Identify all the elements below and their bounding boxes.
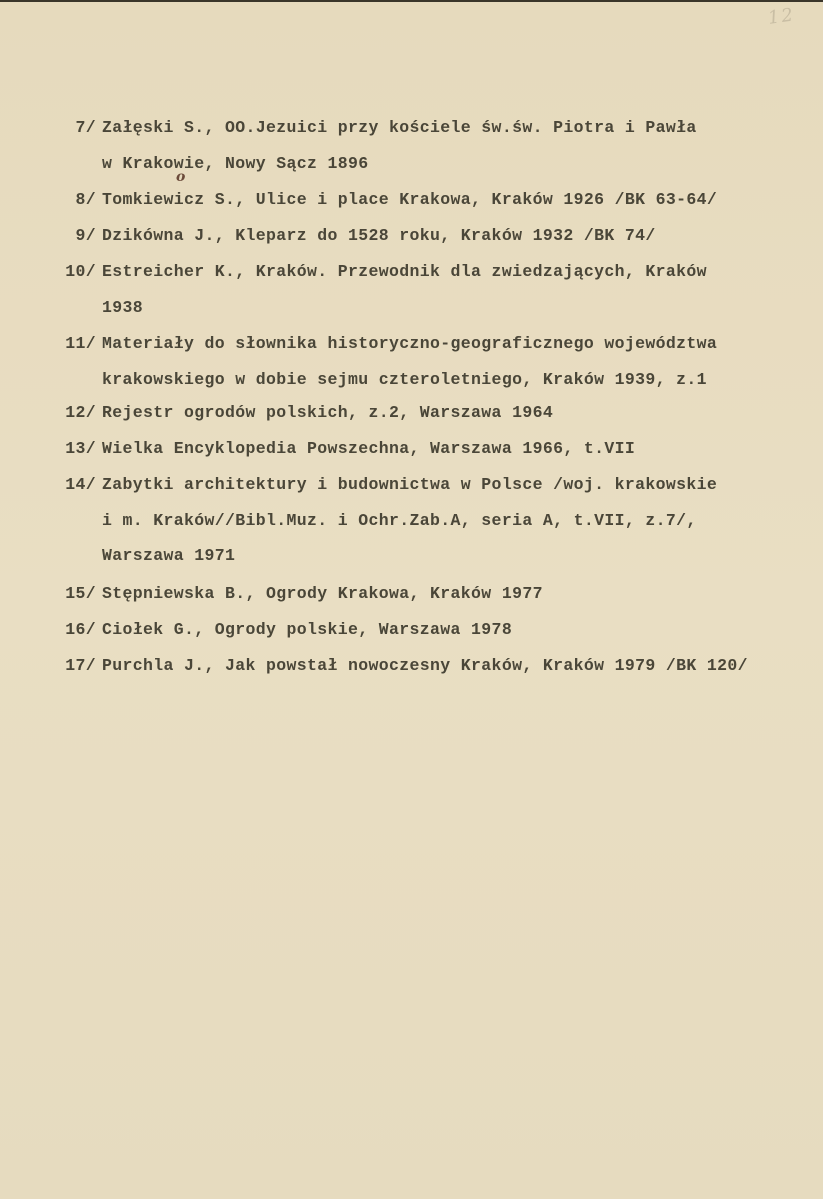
entry-text: 1938 (102, 298, 144, 317)
entry-number: 9/ (75, 226, 96, 245)
entry-text: Ciołek G., Ogrody polskie, Warszawa 1978 (102, 620, 513, 639)
entry-text: Rejestr ogrodów polskich, z.2, Warszawa 1964 (102, 403, 554, 422)
entry-number: 11/ (65, 334, 96, 353)
bibliography-entry-11 (56, 334, 717, 353)
bibliography-entry-13 (56, 439, 635, 458)
entry-number: 15/ (65, 584, 96, 603)
handwritten-correction-mark: o (176, 169, 186, 185)
bibliography-entry-10 (56, 262, 707, 281)
entry-text: Wielka Encyklopedia Powszechna, Warszawa 1966, t.VII (102, 439, 636, 458)
bibliography-entry-12 (56, 403, 553, 422)
bibliography-entry-10-continuation (102, 298, 143, 317)
bibliography-entry-9 (56, 226, 656, 245)
entry-number: 14/ (65, 475, 96, 494)
entry-number: 17/ (65, 656, 96, 675)
bibliography-entry-16 (56, 620, 512, 639)
bibliography-entry-7-continuation (102, 154, 369, 173)
entry-text: Tomkiewicz S., Ulice i place Krakowa, Kraków 1926 /BK 63-64/ (102, 190, 718, 209)
entry-text: Estreicher K., Kraków. Przewodnik dla zwiedzających, Kraków (102, 262, 707, 281)
entry-text: Zabytki architektury i budownictwa w Polsce /woj. krakowskie (102, 475, 718, 494)
bibliography-entry-14-continuation (102, 511, 697, 530)
entry-number: 16/ (65, 620, 96, 639)
bibliography-entry-7 (56, 118, 697, 137)
entry-number: 12/ (65, 403, 96, 422)
bibliography-entry-14-continuation-2 (102, 546, 235, 565)
entry-text: Dzikówna J., Kleparz do 1528 roku, Kraków 1932 /BK 74/ (102, 226, 656, 245)
entry-text: krakowskiego w dobie sejmu czteroletniego, Kraków 1939, z.1 (102, 370, 707, 389)
entry-text: w Krakowie, Nowy Sącz 1896 (102, 154, 369, 173)
bibliography-entry-15 (56, 584, 543, 603)
entry-text: Stępniewska B., Ogrody Krakowa, Kraków 1977 (102, 584, 543, 603)
entry-text: Warszawa 1971 (102, 546, 236, 565)
entry-text: Załęski S., OO.Jezuici przy kościele św.św. Piotra i Pawła (102, 118, 697, 137)
entry-number: 13/ (65, 439, 96, 458)
entry-text: Purchla J., Jak powstał nowoczesny Kraków, Kraków 1979 /BK 120/ (102, 656, 748, 675)
bibliography-entry-8 (56, 190, 717, 209)
entry-number: 8/ (75, 190, 96, 209)
entry-text: Materiały do słownika historyczno-geograficznego województwa (102, 334, 718, 353)
bibliography-entry-17 (56, 656, 748, 675)
bibliography-entry-14 (56, 475, 717, 494)
entry-number: 10/ (65, 262, 96, 281)
entry-number: 7/ (75, 118, 96, 137)
bibliography-entry-11-continuation (102, 370, 707, 389)
entry-text: i m. Kraków//Bibl.Muz. i Ochr.Zab.A, seria A, t.VII, z.7/, (102, 511, 697, 530)
handwritten-page-number: 12 (766, 4, 797, 29)
